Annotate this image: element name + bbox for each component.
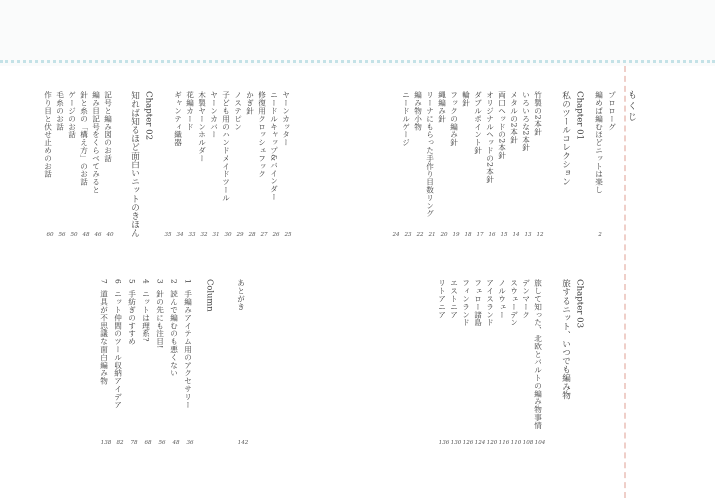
toc-entry[interactable]: 子ども用のハンドメイドツール	[221, 91, 231, 202]
toc-page-number: 26	[272, 232, 280, 238]
toc-entry[interactable]: 編み目記号をくらべてみると	[91, 91, 101, 194]
toc-page-number: 14	[512, 232, 520, 238]
column-number: 1	[183, 279, 193, 284]
toc-entry-afterword[interactable]: あとがき	[236, 279, 246, 311]
toc-entry[interactable]: 輪針	[461, 91, 471, 107]
toc-entry[interactable]: ニットは理系?	[141, 290, 151, 342]
toc-entry[interactable]: ニードルキャップ&バインダー	[269, 91, 279, 201]
toc-entry[interactable]: オリジナルヘッドの2本針	[485, 91, 495, 184]
toc-entry[interactable]: かぎ針	[245, 91, 255, 115]
toc-entry[interactable]: メタルの2本針	[509, 91, 519, 144]
toc-entry[interactable]: ヤーンカバー	[209, 91, 219, 139]
toc-entry[interactable]: フックの編み針	[449, 91, 459, 147]
toc-entry[interactable]: 編み物小物	[413, 91, 423, 131]
toc-page-number: 32	[200, 232, 208, 238]
toc-entry[interactable]: エストニア	[449, 279, 459, 319]
toc-page-number: 116	[498, 440, 510, 446]
toc-page-number: 16	[488, 232, 496, 238]
toc-page-number: 19	[452, 232, 460, 238]
toc-entry[interactable]: ゲージのお話	[67, 91, 77, 139]
chapter-01-label: Chapter 01	[574, 91, 585, 141]
toc-page-number: 25	[284, 232, 292, 238]
toc-page-number: 108	[522, 440, 534, 446]
toc-page-number: 31	[212, 232, 220, 238]
toc-page-number: 29	[236, 232, 244, 238]
toc-page-number: 124	[474, 440, 486, 446]
toc-entry[interactable]: 記号と編み図のお話	[103, 91, 113, 163]
column-heading: Column	[205, 279, 216, 312]
toc-entry[interactable]: 花編カード	[185, 91, 195, 131]
toc-page-number: 22	[416, 232, 424, 238]
toc-entry[interactable]: 木製ヤーンホルダー	[197, 91, 207, 163]
toc-page-number: 82	[116, 440, 124, 446]
column-number: 4	[141, 279, 151, 284]
toc-entry[interactable]: ヤーンカッター	[281, 91, 291, 147]
toc-entry[interactable]: いろいろな2本針	[521, 91, 531, 152]
toc-page-number: 18	[464, 232, 472, 238]
chapter-03-label: Chapter 03	[574, 279, 585, 329]
toc-page-number: 33	[188, 232, 196, 238]
toc-page-number: 138	[100, 440, 112, 446]
toc-page-number: 48	[172, 440, 180, 446]
toc-page-number: 13	[524, 232, 532, 238]
toc-entry[interactable]: 作り目と伏せ止めのお話	[43, 91, 53, 178]
toc-entry[interactable]: 手編みアイテム用のアクセサリー	[183, 290, 193, 409]
toc-page-number: 2	[598, 232, 602, 238]
toc-entry[interactable]: 手紡ぎのすすめ	[127, 290, 137, 346]
toc-page-number: 21	[428, 232, 436, 238]
column-number: 7	[99, 279, 109, 284]
toc-page-number: 28	[248, 232, 256, 238]
toc-entry[interactable]: ニット仲間のツール収納アイデア	[113, 290, 123, 409]
chapter-03-title: 旅するニット、いつでも編み物	[560, 279, 571, 400]
column-number: 3	[155, 279, 165, 284]
chapter-02-label: Chapter 02	[143, 91, 154, 141]
toc-entry[interactable]: ノルウェー	[497, 279, 507, 319]
toc-title: もくじ	[626, 90, 636, 123]
toc-page-number: 48	[82, 232, 90, 238]
toc-entry[interactable]: 毛糸のお話	[55, 91, 65, 131]
toc-page-number: 15	[500, 232, 508, 238]
toc-entry[interactable]: アイスランド	[485, 279, 495, 327]
toc-entry[interactable]: リトアニア	[437, 279, 447, 319]
toc-page-number: 35	[164, 232, 172, 238]
toc-page-number: 142	[237, 440, 249, 446]
toc-entry[interactable]: 両口ヘッドの2本針	[497, 91, 507, 160]
toc-page-number: 68	[144, 440, 152, 446]
toc-page-number: 20	[440, 232, 448, 238]
toc-page-number: 130	[450, 440, 462, 446]
toc-page-number: 126	[462, 440, 474, 446]
toc-entry[interactable]: スウェーデン	[509, 279, 519, 327]
toc-page-number: 120	[486, 440, 498, 446]
chapter-01-title: 私のツールコレクション	[560, 91, 571, 186]
toc-page-number: 56	[58, 232, 66, 238]
toc-page-number: 46	[94, 232, 102, 238]
toc-entry[interactable]: デンマーク	[521, 279, 531, 319]
toc-page-number: 36	[186, 440, 194, 446]
toc-page-number: 17	[476, 232, 484, 238]
toc-page-number: 24	[392, 232, 400, 238]
column-number: 2	[169, 279, 179, 284]
toc-page-number: 27	[260, 232, 268, 238]
column-number: 6	[113, 279, 123, 284]
toc-page-number: 12	[536, 232, 544, 238]
toc-entry-prologue[interactable]: プロローグ	[607, 91, 617, 131]
toc-entry[interactable]: フィンランド	[461, 279, 471, 327]
toc-page-number: 40	[106, 232, 114, 238]
stitch-border-horizontal	[0, 60, 715, 63]
page-top-margin	[0, 0, 715, 66]
toc-entry[interactable]: ダブルポイント針	[473, 91, 483, 155]
toc-entry[interactable]: 竹製の2本針	[533, 91, 543, 136]
toc-page-number: 34	[176, 232, 184, 238]
toc-entry[interactable]: リーナにもらった手作り目数リング	[425, 91, 435, 218]
toc-entry[interactable]: 縄編み針	[437, 91, 447, 123]
toc-entry[interactable]: フェロー諸島	[473, 279, 483, 327]
toc-page-number: 78	[130, 440, 138, 446]
toc-entry[interactable]: 旅して知った、北欧とバルトの編み物事情	[533, 279, 543, 430]
toc-page-number: 60	[46, 232, 54, 238]
toc-entry[interactable]: ノステピン	[233, 91, 243, 131]
toc-page-number: 23	[404, 232, 412, 238]
chapter-02-title: 知れば知るほど面白いニットのきほん	[129, 91, 140, 238]
toc-page-number: 104	[534, 440, 546, 446]
stitch-border-vertical	[624, 66, 626, 498]
toc-entry[interactable]: 道具が不思議な面白編み物	[99, 290, 109, 385]
toc-entry[interactable]: 修復用クロッシェフック	[257, 91, 267, 178]
toc-page-number: 110	[510, 440, 522, 446]
toc-entry[interactable]: 針の先にも注目!	[155, 290, 165, 349]
toc-page-number: 50	[70, 232, 78, 238]
toc-page-number: 30	[224, 232, 232, 238]
toc-entry[interactable]: 針と糸の「構え方」のお話	[79, 91, 89, 186]
toc-entry[interactable]: ニードルゲージ	[401, 91, 411, 147]
column-number: 5	[127, 279, 137, 284]
toc-entry[interactable]: 読んで編むのも悪くない	[169, 290, 179, 377]
toc-page-number: 136	[438, 440, 450, 446]
toc-page-number: 56	[158, 440, 166, 446]
toc-entry[interactable]: ギャンティ織器	[173, 91, 183, 147]
toc-entry-prologue-subtitle[interactable]: 編めば編むほどニットは楽し	[594, 91, 604, 194]
